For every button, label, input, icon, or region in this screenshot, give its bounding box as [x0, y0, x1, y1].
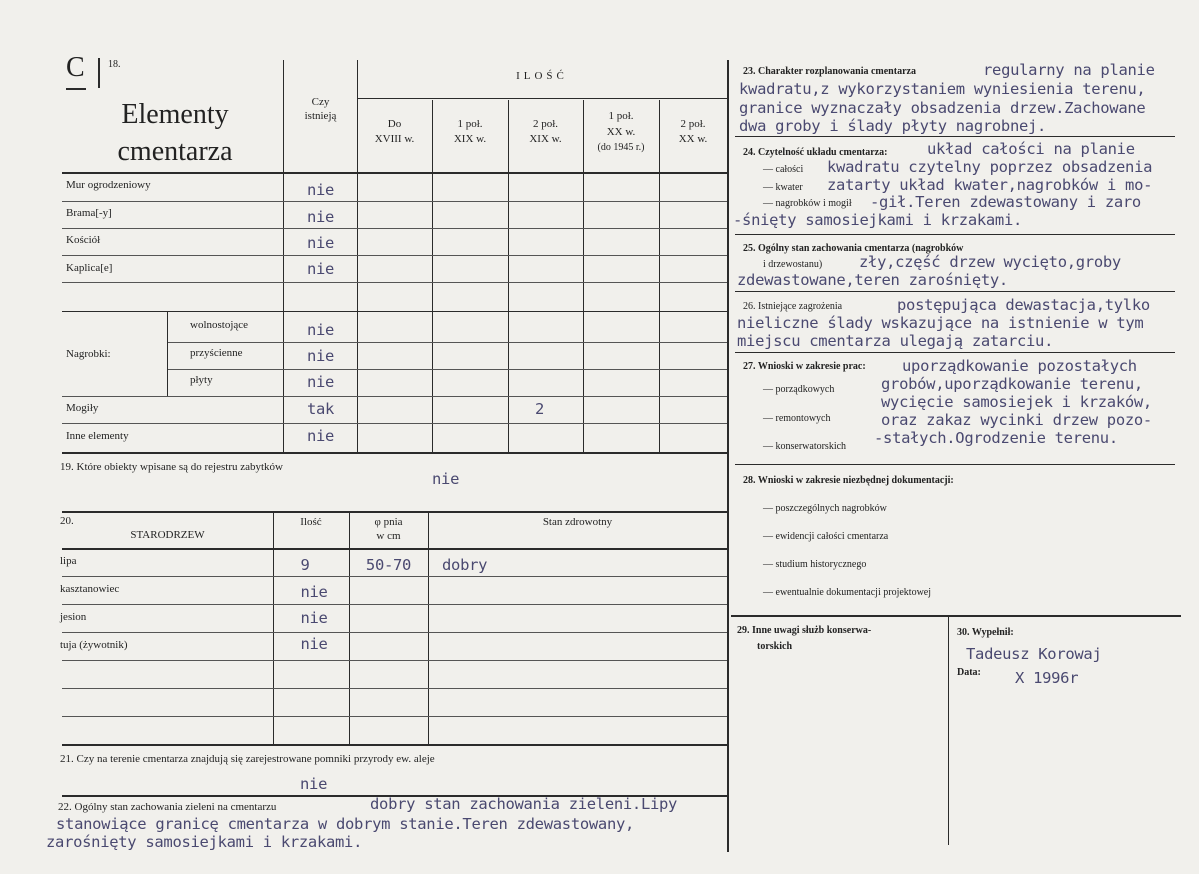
q25-label-1: 25. Ogólny stan zachowania cmentarza (nagrobków — [743, 243, 964, 254]
nagrobki-type: płyty — [190, 374, 213, 386]
center-divider — [727, 60, 729, 852]
tree-qty: nie — [300, 609, 328, 627]
q24-line2: kwadratu czytelny poprzez obsadzenia — [827, 158, 1153, 176]
col-line — [659, 100, 660, 452]
row-line — [62, 548, 727, 550]
q24-line1: układ całości na planie — [927, 140, 1135, 158]
q24-line5: -śnięty samosiejkami i krzakami. — [733, 211, 1023, 229]
col-exists-1: Czy — [311, 96, 330, 108]
row-line — [167, 342, 727, 343]
nagrobki-type: wolnostojące — [190, 319, 249, 331]
row-label: Kaplica[e] — [66, 262, 113, 274]
col-header-l1: 1 poł. — [608, 110, 634, 122]
q24-label: 24. Czytelność układu cmentarza: — [743, 147, 888, 158]
row-line — [735, 136, 1175, 137]
letter-bar — [98, 58, 100, 88]
q27-line5: -stałych.Ogrodzenie terenu. — [874, 429, 1118, 447]
row-label: Kościół — [66, 234, 101, 246]
nagrobki-exists: nie — [306, 373, 335, 391]
q24-sub: — nagrobków i mogił — [763, 198, 852, 209]
q30-date: X 1996r — [1015, 669, 1079, 687]
col-line — [273, 511, 274, 744]
row-line — [62, 311, 727, 312]
q25-line2: zdewastowane,teren zarośnięty. — [737, 271, 1008, 289]
col-line — [349, 511, 350, 744]
col-header-l1: 1 poł. — [457, 118, 483, 130]
q21-value: nie — [300, 775, 328, 793]
q22-line2: stanowiące granicę cmentarza w dobrym stanie.Teren zdewastowany, — [56, 815, 635, 833]
section-number: 18. — [108, 59, 121, 70]
row-line — [357, 98, 727, 99]
q28-item: — poszczególnych nagrobków — [763, 503, 887, 514]
q19-value: nie — [432, 470, 460, 488]
q24-line3: zatarty układ kwater,nagrobków i mo- — [827, 176, 1153, 194]
q27-line4: oraz zakaz wycinki drzew pozo- — [881, 411, 1152, 429]
row-line — [62, 576, 727, 577]
q22-label: 22. Ogólny stan zachowania zieleni na cmentarzu — [58, 801, 277, 813]
section-letter: C — [66, 52, 85, 83]
q23-label: 23. Charakter rozplanowania cmentarza — [743, 66, 916, 77]
q28-item: — ewentualnie dokumentacji projektowej — [763, 587, 932, 598]
row-label: Mur ogrodzeniowy — [66, 179, 151, 191]
q25-line1: zły,część drzew wycięto,groby — [859, 253, 1121, 271]
q24-line4: -gił.Teren zdewastowany i zaro — [870, 193, 1141, 211]
q26-line1: postępująca dewastacja,tylko — [897, 296, 1150, 314]
col-header-l2: XX w. — [606, 126, 636, 138]
row-line — [731, 615, 1181, 617]
q21-label: 21. Czy na terenie cmentarza znajdują się zarejestrowane pomniki przyrody ew. aleje — [60, 753, 435, 765]
section-title-1: Elementy — [121, 99, 229, 130]
q22-line3: zarośnięty samosiejkami i krzakami. — [46, 833, 363, 851]
mogily-exists: tak — [306, 400, 335, 418]
row-exists: nie — [306, 208, 335, 226]
mogily-label: Mogiły — [66, 402, 99, 414]
col-header-l2: XIX w. — [529, 133, 562, 145]
q27-line3: wycięcie samosiejek i krzaków, — [881, 393, 1152, 411]
q27-line2: grobów,uporządkowanie terenu, — [881, 375, 1143, 393]
tree-qty: 9 — [300, 556, 310, 574]
col-line — [948, 615, 949, 845]
q29-label-1: 29. Inne uwagi służb konserwa- — [737, 625, 872, 636]
q28-item: — studium historycznego — [763, 559, 867, 570]
row-line — [167, 369, 727, 370]
q22-line1: dobry stan zachowania zieleni.Lipy — [370, 795, 678, 813]
q25-label-2: i drzewostanu) — [763, 259, 823, 270]
row-line — [735, 291, 1175, 292]
q20-header-qty: Ilość — [300, 516, 322, 528]
nagrobki-exists: nie — [306, 347, 335, 365]
q23-line1: regularny na planie — [983, 61, 1155, 79]
col-header-l1: 2 poł. — [680, 118, 706, 130]
nagrobki-exists: nie — [306, 321, 335, 339]
q29-label-2: torskich — [757, 641, 792, 652]
tree-diam: 50-70 — [365, 556, 412, 574]
row-line — [735, 464, 1175, 465]
row-line — [62, 511, 727, 513]
q27-label: 27. Wnioski w zakresie prac: — [743, 361, 866, 372]
inne-label: Inne elementy — [66, 430, 129, 442]
row-line — [62, 452, 727, 454]
nagrobki-type: przyścienne — [190, 347, 243, 359]
q26-line3: miejscu cmentarza ulegają zatarciu. — [737, 332, 1054, 350]
inne-exists: nie — [306, 427, 335, 445]
tree-qty: nie — [300, 583, 328, 601]
row-line — [62, 201, 727, 202]
q20-header-health: Stan zdrowotny — [542, 516, 613, 528]
row-exists: nie — [306, 181, 335, 199]
q27-sub: — porządkowych — [763, 384, 835, 395]
q23-line4: dwa groby i ślady płyty nagrobnej. — [739, 117, 1047, 135]
q30-name: Tadeusz Korowaj — [966, 645, 1102, 663]
q20-num: 20. — [60, 515, 74, 527]
letter-underline — [66, 88, 86, 90]
nagrobki-label: Nagrobki: — [66, 348, 111, 360]
col-header-l1: 2 poł. — [532, 118, 559, 130]
q24-sub: — kwater — [763, 182, 803, 193]
tree-name: kasztanowiec — [60, 583, 120, 595]
mogily-qty: 2 — [534, 400, 545, 418]
row-label: Brama[-y] — [66, 207, 112, 219]
col-exists-2: istnieją — [304, 110, 337, 122]
row-line — [62, 632, 727, 633]
q23-line3: granice wyznaczały obsadzenia drzew.Zachowane — [739, 99, 1146, 117]
row-line — [62, 744, 727, 746]
row-line — [62, 660, 727, 661]
col-line — [428, 511, 429, 744]
row-line — [62, 688, 727, 689]
row-exists: nie — [306, 260, 335, 278]
q27-line1: uporządkowanie pozostałych — [902, 357, 1137, 375]
row-line — [62, 604, 727, 605]
q26-line2: nieliczne ślady wskazujące na istnienie w tym — [737, 314, 1144, 332]
q30-label: 30. Wypełnił: — [957, 627, 1014, 638]
tree-health: dobry — [442, 556, 488, 574]
q26-label: 26. Istniejące zagrożenia — [743, 301, 843, 312]
row-exists: nie — [306, 234, 335, 252]
col-header-l2: XX w. — [678, 133, 708, 145]
q20-header-diam2: w cm — [376, 530, 401, 542]
tree-name: lipa — [60, 555, 77, 567]
row-line — [62, 396, 727, 397]
row-line — [62, 282, 727, 283]
tree-name: tuja (żywotnik) — [60, 639, 128, 651]
row-line — [62, 716, 727, 717]
q20-header-name: STARODRZEW — [130, 529, 205, 541]
col-header-l2: XVIII w. — [374, 133, 415, 145]
row-line — [735, 234, 1175, 235]
col-header-l3: (do 1945 r.) — [597, 142, 645, 153]
row-line — [735, 352, 1175, 353]
q28-label: 28. Wnioski w zakresie niezbędnej dokumentacji: — [743, 475, 954, 486]
row-line — [62, 228, 727, 229]
q20-header-diam1: φ pnia — [374, 516, 403, 528]
ilosc-header: ILOŚĆ — [516, 70, 568, 82]
col-header-l1: Do — [387, 118, 402, 130]
q28-item: — ewidencji całości cmentarza — [763, 531, 889, 542]
q30-date-label: Data: — [957, 667, 981, 678]
col-line — [167, 311, 168, 396]
q24-sub: — całości — [763, 164, 804, 175]
q27-sub: — konserwatorskich — [763, 441, 847, 452]
section-title-2: cmentarza — [117, 136, 233, 167]
col-header-l2: XIX w. — [453, 133, 487, 145]
q27-sub: — remontowych — [763, 413, 831, 424]
row-line — [62, 172, 727, 174]
row-line — [62, 423, 727, 424]
q19-label: 19. Które obiekty wpisane są do rejestru zabytków — [60, 461, 283, 473]
tree-name: jesion — [60, 611, 87, 623]
q23-line2: kwadratu,z wykorzystaniem wyniesienia terenu, — [739, 80, 1146, 98]
col-line — [432, 100, 433, 452]
row-line — [62, 255, 727, 256]
tree-qty: nie — [300, 635, 328, 653]
